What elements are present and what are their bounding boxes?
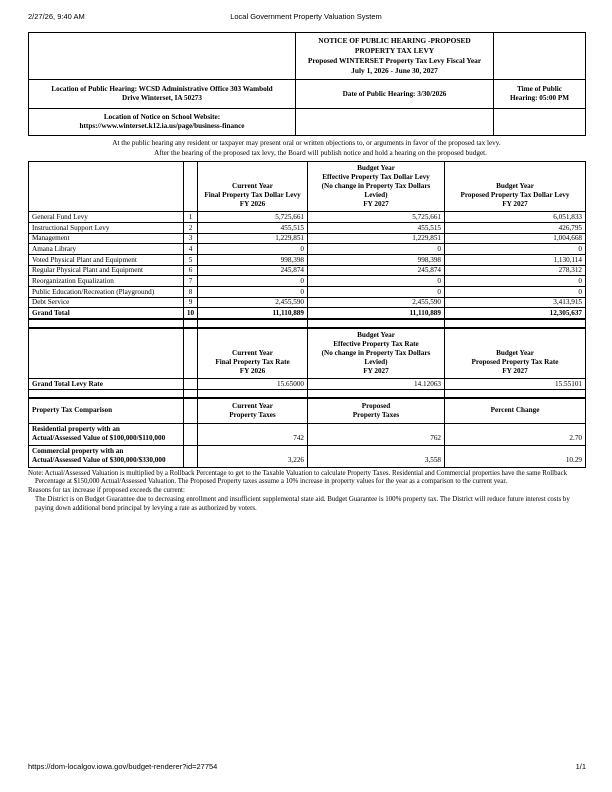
website-notice-url[interactable]: https://www.winterset.k12.ia.us/page/business-finance bbox=[79, 121, 245, 130]
levy-row-number: 1 bbox=[184, 212, 198, 223]
levy-head-effective-l3: (No change in Property Tax Dollars Levied) bbox=[321, 182, 431, 200]
cmp-row-number bbox=[184, 445, 198, 467]
levy-head-effective-l2: Effective Property Tax Dollar Levy bbox=[322, 173, 430, 182]
hearing-time-cell bbox=[494, 79, 586, 108]
spacer-cell bbox=[184, 320, 198, 328]
levy-row-current: 245,874 bbox=[198, 265, 308, 276]
spacer-cell bbox=[29, 320, 184, 328]
levy-row-effective: 5,725,661 bbox=[308, 212, 445, 223]
table-row bbox=[29, 255, 586, 266]
rate-row-current: 15.65000 bbox=[198, 379, 308, 390]
levy-row-effective: 11,110,889 bbox=[308, 308, 445, 319]
levy-row-label: Instructional Support Levy bbox=[29, 223, 184, 234]
levy-head-num bbox=[184, 162, 198, 212]
levy-rate-table bbox=[28, 328, 586, 398]
levy-row-number: 9 bbox=[184, 297, 198, 308]
spacer-cell bbox=[308, 320, 445, 328]
rate-row-proposed: 15.55101 bbox=[445, 379, 586, 390]
cmp-row-label-l2: Actual/Assessed Value of $100,000/$110,000 bbox=[32, 434, 166, 443]
print-header-title: Local Government Property Valuation System bbox=[230, 12, 382, 21]
levy-head-blank bbox=[29, 162, 184, 212]
spacer-cell bbox=[445, 320, 586, 328]
intro-line2: After the hearing of the proposed tax levy, the Board will publish notice and hold a hearing on the proposed budget. bbox=[154, 148, 487, 157]
hearing-time-line1: Time of Public bbox=[517, 85, 562, 94]
levy-row-current: 11,110,889 bbox=[198, 308, 308, 319]
table-row bbox=[29, 297, 586, 308]
cmp-head-current bbox=[198, 398, 308, 423]
levy-head-proposed bbox=[445, 162, 586, 212]
rate-head-proposed bbox=[445, 329, 586, 379]
rate-head-current-l2: Final Property Tax Rate bbox=[215, 358, 290, 367]
levy-row-proposed: 1,004,668 bbox=[445, 233, 586, 244]
rate-head-effective-l4: FY 2027 bbox=[363, 367, 389, 376]
levy-row-number: 5 bbox=[184, 255, 198, 266]
table-row bbox=[29, 320, 586, 328]
note-rollback: Note: Actual/Assessed Valuation is multiplied by a Rollback Percentage to get to the Taxable Valuation to calculate Property Taxes. Residential and Commercial properties have the same Rollback Percentage at $150,000 Actual/Assessed Valuation. The Proposed Property taxes assume a 10% increase in property values for the year as a comparison to the current year. bbox=[28, 469, 568, 486]
cmp-row-label-l1: Residential property with an bbox=[32, 425, 120, 434]
hearing-time-line2: Hearing: 05:00 PM bbox=[509, 93, 570, 102]
dollar-levy-body bbox=[29, 212, 586, 319]
notes-section bbox=[28, 470, 585, 513]
dollar-levy-table bbox=[28, 161, 586, 319]
rate-row-label: Grand Total Levy Rate bbox=[29, 379, 184, 390]
levy-row-label: General Fund Levy bbox=[29, 212, 184, 223]
spacer-cell bbox=[184, 389, 198, 397]
document-page bbox=[28, 32, 585, 513]
cmp-row-label-l1: Commercial property with an bbox=[32, 447, 124, 456]
hearing-location-line1: Location of Public Hearing: WCSD Administrative Office 303 Wambold bbox=[51, 85, 273, 94]
cmp-row-proposed: 3,558 bbox=[308, 445, 445, 467]
rate-row-num bbox=[184, 379, 198, 390]
rate-head-effective-l3: (No change in Property Tax Dollars Levied) bbox=[321, 349, 431, 367]
levy-row-label: Voted Physical Plant and Equipment bbox=[29, 255, 184, 266]
cmp-row-current: 742 bbox=[198, 423, 308, 445]
levy-row-label: Management bbox=[29, 233, 184, 244]
cmp-head-current-l1: Current Year bbox=[232, 401, 273, 410]
levy-row-current: 0 bbox=[198, 287, 308, 298]
notice-blank-right bbox=[494, 33, 586, 80]
levy-row-proposed: 426,795 bbox=[445, 223, 586, 234]
note-reasons-text: The District is on Budget Guarantee due to decreasing enrollment and insufficient supplemental state aid. Budget Guarantee is 100% property tax. The District will reduce future interest costs by paying down additional bond principal by levying a rate as authorized by voters. bbox=[35, 495, 570, 512]
rate-head-blank bbox=[29, 329, 184, 379]
cmp-row-label bbox=[29, 445, 184, 467]
table-header-row bbox=[29, 162, 586, 212]
print-footer-url[interactable]: https://dom-localgov.iowa.gov/budget-renderer?id=27754 bbox=[28, 762, 218, 771]
levy-head-effective-l1: Budget Year bbox=[357, 164, 395, 173]
levy-row-proposed: 0 bbox=[445, 276, 586, 287]
levy-head-effective bbox=[308, 162, 445, 212]
table-row bbox=[29, 379, 586, 390]
notice-header-table bbox=[28, 32, 586, 136]
levy-row-label: Regular Physical Plant and Equipment bbox=[29, 265, 184, 276]
levy-row-current: 998,398 bbox=[198, 255, 308, 266]
levy-row-effective: 0 bbox=[308, 287, 445, 298]
levy-row-label: Debt Service bbox=[29, 297, 184, 308]
table-row bbox=[29, 108, 586, 135]
cmp-head-proposed-l1: Proposed bbox=[361, 401, 391, 410]
levy-row-current: 0 bbox=[198, 244, 308, 255]
cmp-head-num bbox=[184, 398, 198, 423]
levy-row-proposed: 278,312 bbox=[445, 265, 586, 276]
intro-paragraph bbox=[28, 139, 585, 158]
table-row bbox=[29, 265, 586, 276]
hearing-location-line2: Drive Winterset, IA 50273 bbox=[122, 93, 202, 102]
cmp-head-current-l2: Property Taxes bbox=[229, 410, 276, 419]
rate-head-proposed-l1: Budget Year bbox=[496, 349, 534, 358]
levy-row-proposed: 1,130,114 bbox=[445, 255, 586, 266]
levy-row-effective: 0 bbox=[308, 276, 445, 287]
table-row bbox=[29, 244, 586, 255]
cmp-row-label bbox=[29, 423, 184, 445]
levy-head-current-l1: Current Year bbox=[232, 182, 273, 191]
cmp-row-proposed: 762 bbox=[308, 423, 445, 445]
levy-row-effective: 1,229,851 bbox=[308, 233, 445, 244]
levy-row-label: Reorganization Equalization bbox=[29, 276, 184, 287]
spacer-cell bbox=[198, 320, 308, 328]
levy-row-number: 8 bbox=[184, 287, 198, 298]
levy-row-number: 7 bbox=[184, 276, 198, 287]
cmp-row-label-l2: Actual/Assessed Value of $300,000/$330,000 bbox=[32, 456, 166, 465]
spacer-cell bbox=[29, 389, 184, 397]
print-header bbox=[0, 12, 612, 24]
levy-head-proposed-l1: Budget Year bbox=[496, 182, 534, 191]
cmp-row-change: 2.70 bbox=[445, 423, 586, 445]
website-notice-cell bbox=[29, 108, 296, 135]
levy-row-effective: 998,398 bbox=[308, 255, 445, 266]
rate-head-proposed-l3: FY 2027 bbox=[502, 367, 528, 376]
cmp-row-current: 3,226 bbox=[198, 445, 308, 467]
website-blank-right bbox=[494, 108, 586, 135]
levy-row-proposed: 0 bbox=[445, 287, 586, 298]
table-header-row bbox=[29, 398, 586, 423]
rate-head-num bbox=[184, 329, 198, 379]
website-notice-label: Location of Notice on School Website: bbox=[103, 113, 221, 122]
levy-head-current-l3: FY 2026 bbox=[239, 200, 266, 209]
spacer-cell bbox=[198, 389, 308, 397]
rate-head-effective-l2: Effective Property Tax Rate bbox=[333, 340, 419, 349]
cmp-row-number bbox=[184, 423, 198, 445]
table-row bbox=[29, 423, 586, 445]
levy-row-proposed: 0 bbox=[445, 244, 586, 255]
table-row bbox=[29, 212, 586, 223]
cmp-head-change: Percent Change bbox=[445, 398, 586, 423]
levy-row-number: 4 bbox=[184, 244, 198, 255]
levy-row-label: Grand Total bbox=[29, 308, 184, 319]
notice-blank-left bbox=[29, 33, 296, 80]
levy-row-number: 3 bbox=[184, 233, 198, 244]
hearing-location-cell bbox=[29, 79, 296, 108]
cmp-row-change: 10.29 bbox=[445, 445, 586, 467]
levy-head-proposed-l2: Proposed Property Tax Dollar Levy bbox=[460, 191, 570, 200]
levy-row-current: 5,725,661 bbox=[198, 212, 308, 223]
levy-spacer-table bbox=[28, 319, 586, 328]
rate-head-effective bbox=[308, 329, 445, 379]
levy-head-effective-l4: FY 2027 bbox=[363, 200, 389, 209]
rate-head-current-l1: Current Year bbox=[232, 349, 273, 358]
levy-row-effective: 245,874 bbox=[308, 265, 445, 276]
levy-row-effective: 2,455,590 bbox=[308, 297, 445, 308]
website-blank-middle bbox=[296, 108, 494, 135]
hearing-date-cell: Date of Public Hearing: 3/30/2026 bbox=[296, 79, 494, 108]
table-row bbox=[29, 287, 586, 298]
levy-row-current: 1,229,851 bbox=[198, 233, 308, 244]
table-header-row bbox=[29, 329, 586, 379]
levy-head-current-l2: Final Property Tax Dollar Levy bbox=[204, 191, 301, 200]
rate-head-proposed-l2: Proposed Property Tax Rate bbox=[471, 358, 559, 367]
note-reasons-label: Reasons for tax increase if proposed exceeds the current: bbox=[28, 487, 185, 495]
cmp-head-proposed bbox=[308, 398, 445, 423]
levy-row-number: 6 bbox=[184, 265, 198, 276]
levy-row-proposed: 3,413,915 bbox=[445, 297, 586, 308]
notice-title-line4: July 1, 2026 - June 30, 2027 bbox=[351, 65, 438, 75]
cmp-head-proposed-l2: Property Taxes bbox=[352, 410, 400, 419]
print-footer-pagenum: 1/1 bbox=[575, 762, 586, 771]
rate-head-current bbox=[198, 329, 308, 379]
rate-row-effective: 14.12063 bbox=[308, 379, 445, 390]
table-row bbox=[29, 445, 586, 467]
notice-title-line2: PROPERTY TAX LEVY bbox=[354, 45, 435, 55]
print-header-timestamp: 2/27/26, 9:40 AM bbox=[28, 12, 85, 21]
table-row bbox=[29, 276, 586, 287]
levy-row-current: 2,455,590 bbox=[198, 297, 308, 308]
table-row bbox=[29, 389, 586, 397]
levy-row-current: 455,515 bbox=[198, 223, 308, 234]
property-tax-comparison-table bbox=[28, 398, 586, 468]
notice-title-line1: NOTICE OF PUBLIC HEARING -PROPOSED bbox=[318, 36, 471, 45]
spacer-cell bbox=[445, 389, 586, 397]
levy-row-effective: 455,515 bbox=[308, 223, 445, 234]
table-row bbox=[29, 33, 586, 80]
levy-row-effective: 0 bbox=[308, 244, 445, 255]
table-row bbox=[29, 308, 586, 319]
levy-row-current: 0 bbox=[198, 276, 308, 287]
notice-title-cell bbox=[296, 33, 494, 80]
comparison-body bbox=[29, 423, 586, 467]
cmp-head-title: Property Tax Comparison bbox=[29, 398, 184, 423]
rate-head-effective-l1: Budget Year bbox=[357, 331, 395, 340]
spacer-cell bbox=[308, 389, 445, 397]
table-row bbox=[29, 79, 586, 108]
levy-row-number: 2 bbox=[184, 223, 198, 234]
levy-row-label: Amana Library bbox=[29, 244, 184, 255]
levy-head-proposed-l3: FY 2027 bbox=[502, 200, 528, 209]
levy-row-number: 10 bbox=[184, 308, 198, 319]
levy-row-proposed: 12,305,637 bbox=[445, 308, 586, 319]
print-footer bbox=[0, 762, 612, 774]
intro-line1: At the public hearing any resident or taxpayer may present oral or written objections to, or arguments in favor of the proposed tax levy. bbox=[112, 138, 501, 147]
levy-head-current bbox=[198, 162, 308, 212]
levy-row-proposed: 6,051,833 bbox=[445, 212, 586, 223]
rate-head-current-l3: FY 2026 bbox=[239, 367, 266, 376]
notice-title-line3: Proposed WINTERSET Property Tax Levy Fiscal Year bbox=[307, 55, 482, 65]
table-row bbox=[29, 233, 586, 244]
table-row bbox=[29, 223, 586, 234]
levy-row-label: Public Education/Recreation (Playground) bbox=[29, 287, 184, 298]
